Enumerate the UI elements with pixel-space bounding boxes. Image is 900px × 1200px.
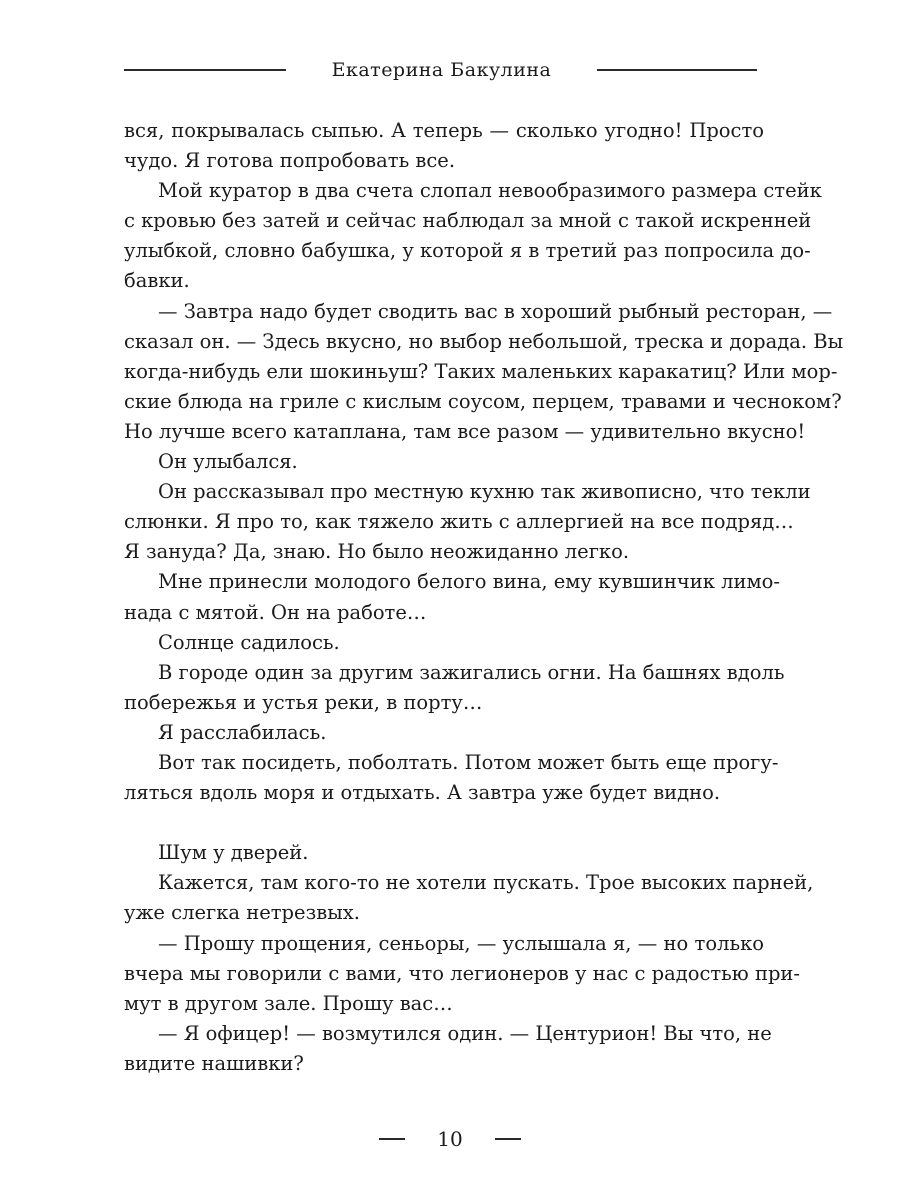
text-line: вчера мы говорили с вами, что легионеров у нас с радостью при- — [124, 961, 801, 985]
text-line: ляться вдоль моря и отдыхать. А завтра уже будет видно. — [124, 781, 721, 805]
text-line: В городе один за другим зажигались огни. На башнях вдоль — [158, 660, 785, 684]
text-line: — Я офицер! — возмутился один. — Центурион! Вы что, не — [158, 1021, 772, 1045]
text-line: Он улыбался. — [158, 450, 298, 474]
text-line: Я зануда? Да, знаю. Но было неожиданно легко. — [124, 540, 630, 564]
text-line: улыбкой, словно бабушка, у которой я в третий раз попросила до- — [124, 239, 811, 263]
text-line: когда-нибудь ели шокиньуш? Таких маленьких каракатиц? Или мор- — [124, 359, 838, 383]
text-line: Солнце садилось. — [158, 630, 340, 654]
text-line: Шум у дверей. — [158, 841, 309, 865]
text-line: — Завтра надо будет сводить вас в хороший рыбный ресторан, — — [158, 299, 833, 323]
text-line: Я расслабилась. — [158, 720, 327, 744]
text-line: — Прошу прощения, сеньоры, — услышала я, — но только — [158, 931, 764, 955]
text-line: Вот так посидеть, поболтать. Потом может быть еще прогу- — [158, 750, 779, 774]
text-line: Мне принесли молодого белого вина, ему кувшинчик лимо- — [158, 570, 781, 594]
page-number: 10 — [437, 1127, 463, 1151]
text-line: с кровью без затей и сейчас наблюдал за мной с такой искренней — [124, 209, 812, 233]
blank-line — [124, 808, 764, 838]
footer-dash-right — [495, 1138, 521, 1140]
text-line: бавки. — [124, 269, 190, 293]
page-footer — [0, 1124, 900, 1154]
text-line: сказал он. — Здесь вкусно, но выбор небольшой, треска и дорада. Вы — [124, 329, 844, 353]
text-line: вся, покрывалась сыпью. А теперь — сколько угодно! Просто — [124, 119, 764, 142]
text-line: чудо. Я готова попробовать все. — [124, 149, 456, 173]
text-line: Кажется, там кого-то не хотели пускать. Трое высоких парней, — [158, 871, 814, 895]
header-rule-right — [597, 69, 757, 71]
header-rule-left — [124, 69, 286, 71]
text-line: видите нашивки? — [124, 1051, 304, 1075]
text-line: Мой куратор в два счета слопал невообразимого размера стейк — [158, 179, 822, 203]
text-line: Он рассказывал про местную кухню так живописно, что текли — [158, 480, 811, 504]
text-line: побережья и устья реки, в порту… — [124, 690, 483, 714]
running-head — [124, 52, 757, 88]
text-line: уже слегка нетрезвых. — [124, 901, 360, 925]
text-line: Но лучше всего катаплана, там все разом — удивительно вкусно! — [124, 419, 806, 443]
text-line: мут в другом зале. Прошу вас… — [124, 991, 453, 1015]
text-line: нада с мятой. Он на работе… — [124, 600, 427, 624]
text-line: слюнки. Я про то, как тяжело жить с аллергией на все подряд… — [124, 510, 794, 534]
author-name: Екатерина Бакулина — [331, 59, 552, 81]
text-line: ские блюда на гриле с кислым соусом, перцем, травами и чесноком? — [124, 389, 842, 413]
body-text — [124, 116, 844, 1079]
footer-dash-left — [379, 1138, 405, 1140]
